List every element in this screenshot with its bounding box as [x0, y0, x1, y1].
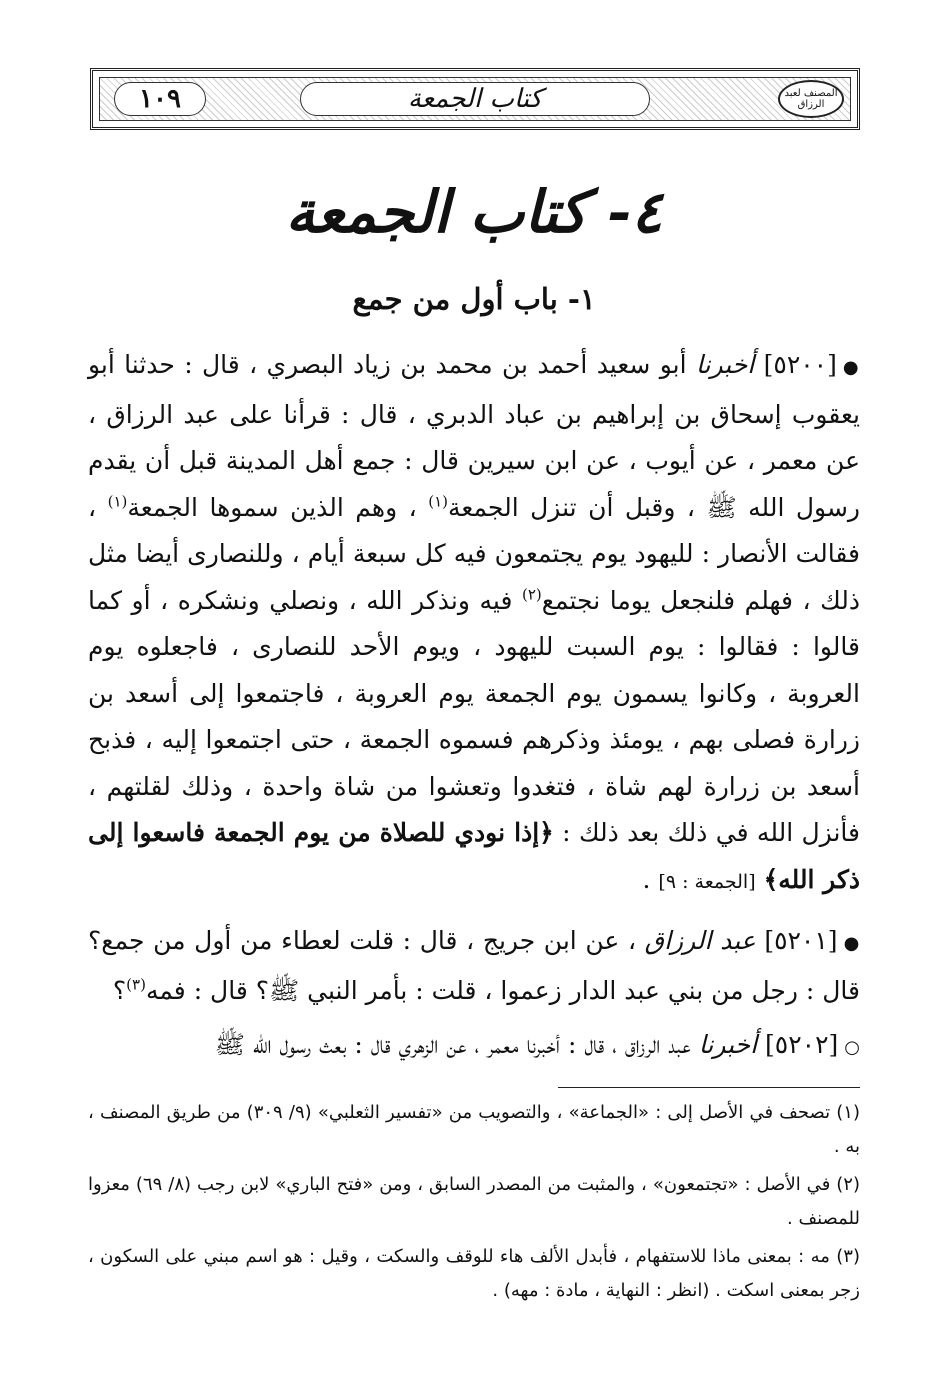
hadith-text: ، عن ابن جريج ، قال : قلت لعطاء من أول من جمع؟ قال : رجل من بني عبد الدار زعموا ، قلت : بأمر النبي ﷺ؟ قال : فمه: [88, 926, 860, 1005]
footnote-ref: (٢): [521, 585, 542, 604]
logo-text: المصنف لعبد الرزاق: [784, 88, 838, 110]
hadith-text: فيه ونذكر الله ، ونصلي ونشكره ، أو كما قالوا : فقالوا : يوم السبت لليهود ، ويوم الأحد للنصارى ، فاجعلوه يوم العروبة ، وكانوا يسمون يوم الجمعة يوم العروبة ، فاجتمعوا إلى أسعد بن زرارة فصلى بهم ، يومئذ وذكرهم فسموه الجمعة ، حتى اجتمعوا إليه ، فذبح أسعد بن زرارة لهم شاة ، فتغدوا وتعشوا من شاة واحدة ، وذلك لقلتهم ، فأنزل الله في ذلك بعد ذلك :: [88, 585, 860, 847]
footnote-2: (٢) في الأصل : «تجتمعون» ، والمثبت من المصدر السابق ، ومن «فتح الباري» لابن رجب (٨/ ٦٩) معزوا للمصنف .: [88, 1174, 860, 1229]
hadith-5201: [88, 918, 860, 1014]
hadith-text: ، وهم الذين سموها الجمعة: [127, 492, 417, 522]
footnote-ref: (٣): [126, 975, 146, 994]
hadith-end: ؟: [112, 975, 127, 1005]
narrator-word: أخبرنا: [695, 350, 755, 379]
hadith-bullet: ○: [844, 1037, 860, 1058]
hadith-bullet: ●: [842, 357, 860, 378]
hadith-end: .: [642, 864, 651, 894]
page-number: ١٠٩: [139, 84, 181, 114]
narrator-word: أخبرنا: [698, 1030, 758, 1059]
page-number-box: [114, 82, 206, 116]
book-title: ٤- كتاب الجمعة: [285, 178, 663, 246]
hadith-text: عبد الرزاق ، قال : أخبرنا معمر ، عن الزهري قال : بعث رسول الله ﷺ: [214, 1030, 691, 1059]
hadith-text: أبو سعيد أحمد بن محمد بن زياد البصري ، قال : حدثنا أبو يعقوب إسحاق بن إبراهيم بن عباد الدبري ، قال : قرأنا على عبد الرزاق ، عن معمر ، عن أيوب ، عن ابن سيرين قال : جمع أهل المدينة قبل أن يقدم رسول الله ﷺ ، وقبل أن تنزل الجمعة: [88, 350, 860, 522]
header-title: كتاب الجمعة: [407, 84, 543, 114]
header-title-box: [300, 82, 650, 116]
footnotes: [88, 1096, 860, 1312]
hadith-5202: [88, 1022, 860, 1072]
hadith-5200: [88, 342, 860, 905]
header-ornament: [99, 77, 851, 121]
footnote-1: (١) تصحف في الأصل إلى : «الجماعة» ، والتصويب من «تفسير الثعلبي» (٩/ ٣٠٩) من طريق المصنف ، به .: [88, 1102, 860, 1157]
footnote-divider: [558, 1087, 860, 1088]
page-header: [90, 68, 860, 130]
hadith-bullet: ●: [843, 933, 860, 954]
hadith-number: [٥٢٠٠]: [763, 350, 837, 379]
footnote-3: (٣) مه : بمعنى ماذا للاستفهام ، فأبدل الألف هاء للوقف والسكت ، وقيل : هو اسم مبني على السكون ، زجر بمعنى اسكت . (انظر : النهاية ، مادة : مهه) .: [88, 1246, 860, 1301]
quran-verse: ﴿إذا نودي للصلاة من يوم الجمعة فاسعوا إلى ذكر الله﴾: [88, 818, 860, 894]
hadith-text: ، فقالت الأنصار : لليهود يوم يجتمعون فيه كل سبعة أيام ، وللنصارى أيضا مثل ذلك ، فهلم فلنجعل يوما نجتمع: [88, 492, 860, 615]
chapter-title: ١- باب أول من جمع: [352, 282, 596, 316]
footnote-ref: (١): [107, 492, 128, 511]
footnote-ref: (١): [428, 492, 449, 511]
hadith-number: [٥٢٠٢]: [765, 1030, 839, 1059]
quran-reference: [الجمعة : ٩]: [658, 870, 756, 893]
book-logo: [778, 80, 844, 118]
hadith-number: [٥٢٠١]: [764, 926, 838, 955]
narrator-word: عبد الرزاق: [644, 926, 756, 955]
